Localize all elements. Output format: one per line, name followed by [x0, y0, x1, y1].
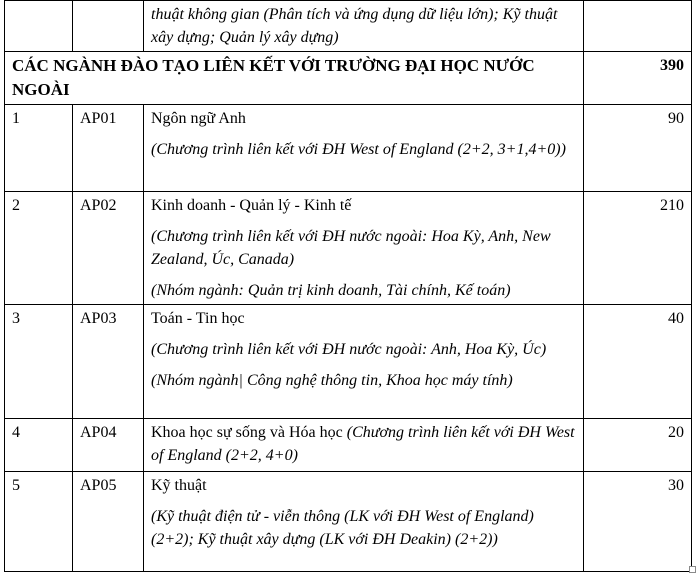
table-row — [5, 472, 692, 572]
row-number-cell: 5 — [5, 472, 73, 572]
code-cell: AP01 — [73, 105, 144, 192]
program-name: Kinh doanh - Quản lý - Kinh tế — [151, 197, 352, 214]
quota-cell — [584, 1, 692, 52]
program-note-inline: (Chương trình liên kết với ĐH West of England (2+2, 4+0) — [151, 424, 575, 464]
code-cell: AP04 — [73, 419, 144, 472]
program-name-cell — [144, 1, 584, 52]
section-title: CÁC NGÀNH ĐÀO TẠO LIÊN KẾT VỚI TRƯỜNG ĐẠI HỌC NƯỚC NGOÀI — [5, 52, 584, 105]
program-note: (Chương trình liên kết với ĐH West of England (2+2, 3+1,4+0)) — [151, 141, 566, 158]
row-number-cell: 3 — [5, 305, 73, 419]
row-number-cell: 1 — [5, 105, 73, 192]
code-cell: AP05 — [73, 472, 144, 572]
code-cell: AP03 — [73, 305, 144, 419]
section-quota: 390 — [584, 52, 692, 105]
table-row — [5, 305, 692, 419]
table-resize-handle[interactable] — [689, 566, 696, 573]
quota-cell: 20 — [584, 419, 692, 472]
program-note: (Kỹ thuật điện tử - viễn thông (LK với ĐH West of England) (2+2); Kỹ thuật xây dựng (LK với ĐH Deakin) (2+2)) — [151, 508, 534, 548]
code-cell — [73, 1, 144, 52]
code-cell: AP02 — [73, 192, 144, 305]
program-note: thuật không gian (Phân tích và ứng dụng dữ liệu lớn); Kỹ thuật xây dựng; Quản lý xây dựng) — [151, 6, 558, 46]
table-row-continuation — [5, 1, 692, 52]
table-row — [5, 419, 692, 472]
program-note: (Nhóm ngành| Công nghệ thông tin, Khoa học máy tính) — [151, 372, 513, 389]
program-name: Ngôn ngữ Anh — [151, 110, 246, 127]
program-name-cell — [144, 105, 584, 192]
row-number-cell: 2 — [5, 192, 73, 305]
admissions-table — [4, 0, 692, 572]
program-name-cell — [144, 472, 584, 572]
program-note: (Nhóm ngành: Quản trị kinh doanh, Tài chính, Kế toán) — [151, 282, 511, 299]
section-header-row — [5, 52, 692, 105]
table-row — [5, 192, 692, 305]
row-number-cell — [5, 1, 73, 52]
program-name-cell — [144, 305, 584, 419]
program-name-cell — [144, 192, 584, 305]
program-name: Kỹ thuật — [151, 477, 207, 494]
program-name-cell — [144, 419, 584, 472]
program-name — [151, 421, 576, 467]
quota-cell: 90 — [584, 105, 692, 192]
quota-cell: 30 — [584, 472, 692, 572]
quota-cell: 210 — [584, 192, 692, 305]
row-number-cell: 4 — [5, 419, 73, 472]
table-row — [5, 105, 692, 192]
program-note: (Chương trình liên kết với ĐH nước ngoài: Anh, Hoa Kỳ, Úc) — [151, 341, 547, 358]
quota-cell: 40 — [584, 305, 692, 419]
program-name: Toán - Tin học — [151, 310, 245, 327]
program-note: (Chương trình liên kết với ĐH nước ngoài: Hoa Kỳ, Anh, New Zealand, Úc, Canada) — [151, 228, 551, 268]
program-name-text: Khoa học sự sống và Hóa học — [151, 424, 343, 441]
